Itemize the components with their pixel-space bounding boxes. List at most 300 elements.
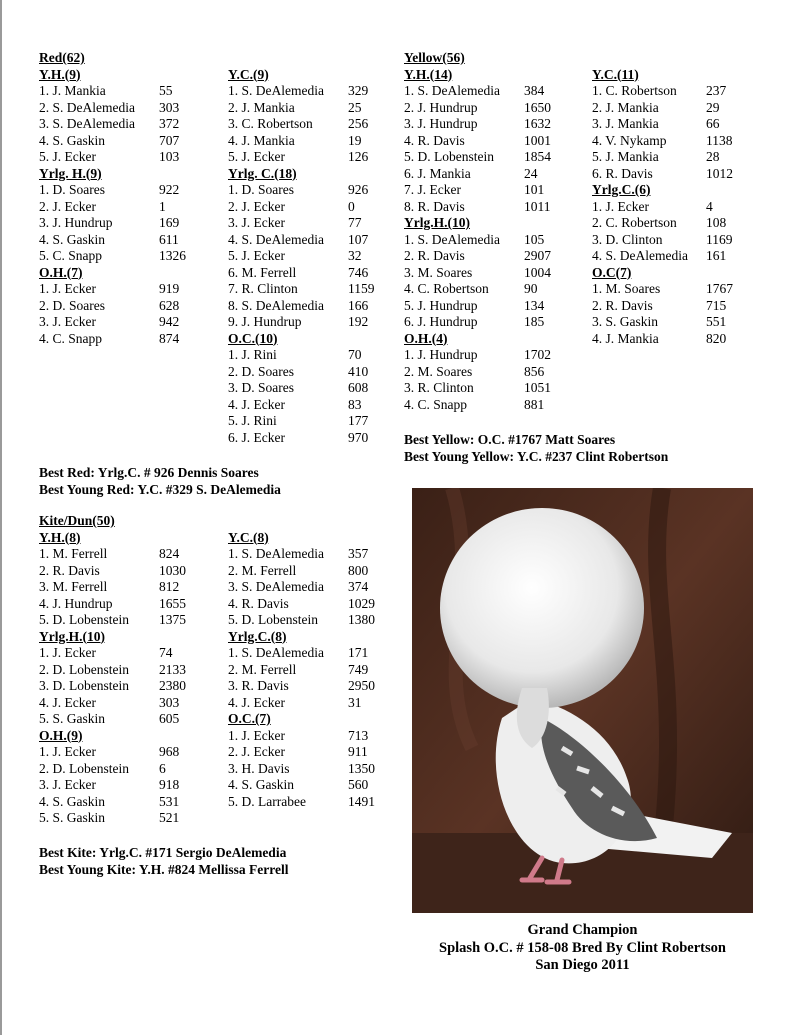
entry-band-number: 31 (348, 694, 362, 710)
entry-band-number: 746 (348, 264, 369, 280)
entry-name: 4. J. Ecker (39, 694, 96, 710)
entry-band-number: 77 (348, 215, 362, 230)
entry-row (592, 83, 762, 100)
entry-row (592, 331, 762, 348)
entry-row (39, 711, 219, 728)
entry-band-number: 28 (706, 149, 720, 164)
entry-band-number: 177 (348, 413, 369, 428)
entry-name: 1. J. Ecker (39, 281, 96, 296)
entry-band-number: 874 (159, 330, 180, 346)
entry-row (228, 298, 398, 315)
grand-champion-caption (412, 922, 753, 975)
entry-row (228, 728, 398, 745)
entry-name: 5. D. Lobenstein (404, 149, 494, 164)
entry-name: 2. R. Davis (39, 562, 100, 578)
entry-name: 1. D. Soares (228, 182, 294, 197)
red-yrlgh-heading: Yrlg. H.(9) (39, 165, 102, 181)
red-yh-list (39, 83, 219, 166)
kite-yrlgc-heading: Yrlg.C.(8) (228, 628, 287, 644)
entry-row (592, 166, 762, 183)
entry-band-number: 1030 (159, 562, 186, 578)
entry-band-number: 19 (348, 132, 362, 148)
entry-band-number: 101 (524, 182, 545, 197)
entry-band-number: 25 (348, 99, 362, 115)
entry-name: 3. R. Davis (228, 678, 289, 693)
yellow-right-column (592, 67, 762, 348)
entry-row (228, 182, 398, 199)
entry-name: 1. S. DeAlemedia (404, 83, 500, 98)
entry-name: 5. S. Gaskin (39, 810, 106, 825)
entry-band-number: 919 (159, 281, 180, 296)
entry-name: 2. M. Soares (404, 363, 473, 379)
entry-band-number: 55 (159, 83, 173, 98)
kite-oh-list (39, 744, 219, 827)
entry-row (592, 314, 762, 331)
entry-name: 3. S. DeAlemedia (39, 116, 135, 131)
entry-band-number: 410 (348, 363, 369, 379)
entry-row (228, 546, 398, 563)
entry-band-number: 560 (348, 777, 369, 792)
entry-name: 4. R. Davis (228, 595, 289, 611)
entry-band-number: 820 (706, 330, 727, 346)
entry-name: 2. R. Davis (592, 297, 653, 313)
yellow-yrlgh-list (404, 232, 584, 331)
best-yellow: Best Yellow: O.C. #1767 Matt Soares (404, 432, 616, 447)
entry-band-number: 66 (706, 116, 720, 131)
best-young-kite: Best Young Kite: Y.H. #824 Mellissa Ferrell (39, 862, 289, 877)
entry-name: 2. J. Mankia (228, 99, 295, 115)
entry-band-number: 881 (524, 396, 545, 412)
entry-band-number: 256 (348, 116, 369, 131)
entry-band-number: 161 (706, 248, 727, 263)
entry-band-number: 1326 (159, 248, 186, 263)
entry-band-number: 551 (706, 314, 727, 329)
entry-name: 3. H. Davis (228, 760, 290, 776)
red-yrlgh-list (39, 182, 219, 265)
entry-name: 5. J. Ecker (228, 149, 285, 164)
entry-name: 2. S. DeAlemedia (39, 99, 135, 115)
entry-band-number: 171 (348, 645, 369, 660)
entry-band-number: 707 (159, 132, 180, 148)
red-yh-heading: Y.H.(9) (39, 66, 81, 82)
entry-band-number: 374 (348, 579, 369, 594)
yellow-yrlgh-heading: Yrlg.H.(10) (404, 215, 470, 230)
entry-name: 2. M. Ferrell (228, 562, 297, 578)
entry-row (39, 248, 219, 265)
entry-name: 8. S. DeAlemedia (228, 297, 324, 313)
entry-row (228, 83, 398, 100)
entry-name: 1. D. Soares (39, 182, 105, 197)
entry-row (39, 810, 219, 827)
entry-name: 5. D. Lobenstein (228, 612, 318, 627)
entry-row (228, 563, 398, 580)
yellow-heading: Yellow(56) (404, 50, 465, 65)
entry-name: 4. J. Mankia (228, 132, 295, 148)
entry-name: 1. J. Ecker (592, 198, 649, 214)
entry-row (39, 116, 219, 133)
entry-name: 1. S. DeAlemedia (228, 645, 324, 660)
best-young-yellow: Best Young Yellow: Y.C. #237 Clint Robertson (404, 449, 669, 464)
entry-name: 1. S. DeAlemedia (228, 546, 324, 561)
red-yrlgc-heading: Yrlg. C.(18) (228, 165, 297, 181)
entry-row (228, 744, 398, 761)
entry-row (39, 298, 219, 315)
entry-band-number: 24 (524, 165, 538, 181)
entry-name: 6. J. Hundrup (404, 314, 478, 329)
entry-row (228, 364, 398, 381)
yellow-yh-heading: Y.H.(14) (404, 66, 453, 82)
kite-oh-heading: O.H.(9) (39, 727, 83, 743)
entry-row (39, 794, 219, 811)
yellow-yc-list (592, 83, 762, 182)
entry-name: 3. M. Ferrell (39, 579, 108, 594)
entry-band-number: 134 (524, 297, 545, 313)
entry-row (228, 596, 398, 613)
entry-row (228, 645, 398, 662)
entry-band-number: 812 (159, 579, 180, 594)
entry-row (39, 149, 219, 166)
entry-band-number: 166 (348, 297, 369, 313)
kite-yh-list (39, 546, 219, 629)
entry-name: 2. D. Lobenstein (39, 661, 129, 677)
entry-band-number: 715 (706, 297, 727, 313)
entry-name: 1. J. Mankia (39, 83, 106, 98)
entry-row (228, 248, 398, 265)
entry-row (228, 265, 398, 282)
entry-name: 1. C. Robertson (592, 83, 677, 98)
entry-name: 5. J. Ecker (39, 149, 96, 164)
entry-band-number: 1051 (524, 380, 551, 395)
entry-band-number: 1012 (706, 165, 733, 181)
entry-row (228, 662, 398, 679)
entry-name: 4. S. Gaskin (39, 793, 106, 809)
entry-name: 3. S. Gaskin (592, 314, 659, 329)
entry-name: 4. J. Hundrup (39, 595, 113, 611)
entry-band-number: 126 (348, 149, 369, 164)
entry-band-number: 922 (159, 182, 180, 197)
entry-row (228, 413, 398, 430)
entry-row (404, 364, 584, 381)
entry-band-number: 1001 (524, 132, 551, 148)
entry-row (404, 149, 584, 166)
entry-band-number: 1650 (524, 99, 551, 115)
entry-row (592, 281, 762, 298)
entry-name: 5. J. Hundrup (404, 297, 478, 313)
entry-band-number: 303 (159, 99, 180, 115)
entry-name: 1. J. Ecker (39, 744, 96, 759)
entry-band-number: 83 (348, 396, 362, 412)
entry-band-number: 1169 (706, 231, 733, 247)
kite-right-column (228, 530, 398, 811)
entry-band-number: 1029 (348, 595, 375, 611)
entry-row (228, 281, 398, 298)
entry-row (39, 579, 219, 596)
kite-oc-heading: O.C.(7) (228, 711, 271, 726)
entry-row (39, 695, 219, 712)
grand-champion-photo (412, 488, 753, 913)
best-young-red: Best Young Red: Y.C. #329 S. DeAlemedia (39, 482, 281, 497)
entry-band-number: 926 (348, 182, 369, 197)
entry-name: 3. J. Ecker (39, 777, 96, 792)
entry-name: 4. S. Gaskin (228, 777, 295, 792)
entry-row (228, 430, 398, 447)
entry-name: 3. S. DeAlemedia (228, 579, 324, 594)
entry-row (228, 761, 398, 778)
entry-row (592, 100, 762, 117)
entry-name: 6. M. Ferrell (228, 264, 297, 280)
entry-band-number: 918 (159, 777, 180, 792)
entry-row (404, 182, 584, 199)
entry-band-number: 1138 (706, 132, 733, 148)
entry-band-number: 608 (348, 380, 369, 395)
kite-yc-heading: Y.C.(8) (228, 529, 269, 545)
entry-row (228, 133, 398, 150)
entry-row (39, 744, 219, 761)
entry-name: 5. S. Gaskin (39, 711, 106, 726)
entry-row (228, 579, 398, 596)
entry-band-number: 1702 (524, 347, 551, 362)
kite-left-column (39, 513, 219, 827)
entry-row (39, 546, 219, 563)
entry-name: 2. J. Ecker (39, 198, 96, 214)
entry-name: 7. R. Clinton (228, 281, 298, 296)
entry-name: 1. M. Soares (592, 281, 661, 296)
entry-row (592, 149, 762, 166)
entry-row (228, 380, 398, 397)
entry-name: 2. J. Mankia (592, 99, 659, 115)
entry-row (39, 761, 219, 778)
entry-row (39, 199, 219, 216)
entry-row (404, 100, 584, 117)
entry-band-number: 237 (706, 83, 727, 98)
entry-row (228, 232, 398, 249)
entry-row (404, 265, 584, 282)
entry-band-number: 107 (348, 231, 369, 247)
entry-name: 7. J. Ecker (404, 182, 461, 197)
entry-band-number: 911 (348, 744, 368, 759)
yellow-yc-heading: Y.C.(11) (592, 66, 639, 82)
entry-band-number: 192 (348, 314, 369, 329)
entry-name: 1. M. Ferrell (39, 546, 108, 561)
entry-row (228, 777, 398, 794)
entry-band-number: 749 (348, 661, 369, 677)
entry-band-number: 611 (159, 231, 179, 247)
entry-name: 3. C. Robertson (228, 116, 313, 131)
yellow-oh-heading: O.H.(4) (404, 330, 448, 346)
kite-yh-heading: Y.H.(8) (39, 529, 81, 545)
entry-band-number: 1375 (159, 612, 186, 627)
entry-row (39, 612, 219, 629)
entry-name: 2. J. Ecker (228, 198, 285, 214)
entry-band-number: 169 (159, 215, 180, 230)
red-oh-list (39, 281, 219, 347)
entry-name: 3. M. Soares (404, 264, 473, 280)
entry-band-number: 2133 (159, 661, 186, 677)
entry-row (228, 149, 398, 166)
entry-row (404, 199, 584, 216)
entry-name: 4. S. DeAlemedia (228, 231, 324, 247)
entry-band-number: 628 (159, 297, 180, 313)
entry-name: 5. D. Lobenstein (39, 612, 129, 627)
entry-name: 5. D. Larrabee (228, 793, 306, 809)
entry-name: 3. J. Mankia (592, 116, 659, 131)
entry-band-number: 329 (348, 83, 369, 98)
entry-band-number: 824 (159, 546, 180, 561)
entry-band-number: 74 (159, 645, 173, 660)
kite-yrlgc-list (228, 645, 398, 711)
entry-name: 2. J. Ecker (228, 744, 285, 759)
entry-row (228, 612, 398, 629)
entry-name: 3. D. Lobenstein (39, 678, 129, 693)
entry-name: 6. R. Davis (592, 165, 653, 181)
entry-row (404, 314, 584, 331)
entry-name: 9. J. Hundrup (228, 314, 302, 329)
best-red: Best Red: Yrlg.C. # 926 Dennis Soares (39, 465, 259, 480)
entry-row (39, 182, 219, 199)
entry-band-number: 4 (706, 198, 713, 214)
entry-name: 5. J. Rini (228, 413, 277, 428)
entry-band-number: 0 (348, 198, 355, 214)
entry-band-number: 1004 (524, 264, 551, 280)
entry-name: 3. R. Clinton (404, 380, 474, 395)
pigeon-crest (440, 508, 644, 708)
entry-band-number: 2950 (348, 678, 375, 693)
entry-row (228, 347, 398, 364)
caption-title: Grand Champion (527, 922, 638, 938)
entry-band-number: 605 (159, 711, 180, 726)
entry-name: 3. J. Hundrup (39, 215, 113, 230)
entry-name: 3. J. Hundrup (404, 116, 478, 131)
entry-row (39, 596, 219, 613)
entry-band-number: 1854 (524, 149, 551, 164)
entry-row (228, 397, 398, 414)
entry-band-number: 800 (348, 562, 369, 578)
entry-band-number: 303 (159, 694, 180, 710)
entry-band-number: 105 (524, 231, 545, 247)
entry-name: 2. J. Hundrup (404, 99, 478, 115)
entry-band-number: 103 (159, 149, 180, 164)
entry-row (404, 281, 584, 298)
entry-name: 4. R. Davis (404, 132, 465, 148)
entry-band-number: 185 (524, 314, 545, 329)
entry-name: 5. J. Mankia (592, 149, 659, 164)
yellow-yh-list (404, 83, 584, 215)
caption-show: San Diego 2011 (535, 957, 630, 973)
entry-name: 3. J. Ecker (39, 314, 96, 329)
entry-row (228, 100, 398, 117)
entry-name: 2. M. Ferrell (228, 661, 297, 677)
entry-row (39, 662, 219, 679)
entry-name: 1. J. Ecker (39, 645, 96, 660)
entry-band-number: 1380 (348, 612, 375, 627)
best-kite: Best Kite: Yrlg.C. #171 Sergio DeAlemedia (39, 845, 287, 860)
red-right-column (228, 67, 398, 447)
entry-band-number: 372 (159, 116, 180, 131)
entry-row (39, 232, 219, 249)
entry-band-number: 1011 (524, 198, 551, 214)
entry-name: 2. D. Soares (228, 363, 294, 379)
entry-row (404, 380, 584, 397)
entry-band-number: 29 (706, 99, 720, 115)
entry-row (404, 83, 584, 100)
entry-band-number: 1 (159, 198, 166, 214)
kite-yrlgh-list (39, 645, 219, 728)
entry-row (404, 232, 584, 249)
red-oh-heading: O.H.(7) (39, 264, 83, 280)
yellow-yrlgc-heading: Yrlg.C.(6) (592, 182, 651, 197)
entry-name: 1. J. Ecker (228, 727, 285, 743)
kite-yrlgh-heading: Yrlg.H.(10) (39, 628, 105, 644)
entry-row (39, 777, 219, 794)
yellow-yrlgc-list (592, 199, 762, 265)
entry-row (39, 678, 219, 695)
entry-row (404, 298, 584, 315)
entry-row (39, 100, 219, 117)
page-left-edge (0, 0, 2, 1035)
entry-band-number: 1632 (524, 116, 551, 131)
entry-name: 1. J. Rini (228, 347, 277, 362)
entry-band-number: 6 (159, 760, 166, 776)
entry-row (592, 199, 762, 216)
entry-row (228, 215, 398, 232)
entry-name: 2. D. Lobenstein (39, 760, 129, 776)
entry-row (404, 397, 584, 414)
entry-band-number: 90 (524, 281, 538, 296)
entry-name: 1. S. DeAlemedia (404, 231, 500, 247)
entry-band-number: 1159 (348, 281, 375, 296)
entry-row (228, 116, 398, 133)
entry-row (404, 166, 584, 183)
yellow-oc-list (592, 281, 762, 347)
entry-name: 3. D. Soares (228, 380, 294, 395)
entry-row (404, 116, 584, 133)
red-heading: Red(62) (39, 50, 85, 65)
entry-row (39, 281, 219, 298)
yellow-oc-heading: O.C(7) (592, 264, 632, 280)
entry-band-number: 970 (348, 429, 369, 445)
entry-band-number: 1655 (159, 595, 186, 611)
entry-row (39, 563, 219, 580)
entry-row (404, 133, 584, 150)
yellow-left-column (404, 50, 584, 413)
red-yrlgc-list (228, 182, 398, 331)
entry-name: 4. S. Gaskin (39, 132, 106, 148)
entry-band-number: 108 (706, 215, 727, 230)
entry-row (592, 232, 762, 249)
red-yc-heading: Y.C.(9) (228, 66, 269, 82)
caption-bird: Splash O.C. # 158-08 Bred By Clint Robertson (439, 939, 726, 956)
entry-band-number: 968 (159, 744, 180, 759)
yellow-oh-list (404, 347, 584, 413)
kite-oc-list (228, 728, 398, 811)
entry-row (39, 215, 219, 232)
entry-band-number: 1350 (348, 760, 375, 776)
entry-name: 8. R. Davis (404, 198, 465, 214)
entry-name: 4. J. Mankia (592, 330, 659, 346)
entry-band-number: 70 (348, 347, 362, 362)
entry-name: 5. C. Snapp (39, 248, 103, 263)
entry-row (592, 298, 762, 315)
entry-band-number: 1491 (348, 793, 375, 809)
entry-band-number: 1767 (706, 281, 733, 296)
entry-row (228, 695, 398, 712)
entry-band-number: 942 (159, 314, 180, 329)
entry-name: 2. R. Davis (404, 248, 465, 263)
entry-name: 4. C. Snapp (404, 396, 468, 412)
entry-row (404, 347, 584, 364)
entry-row (39, 331, 219, 348)
entry-row (592, 248, 762, 265)
